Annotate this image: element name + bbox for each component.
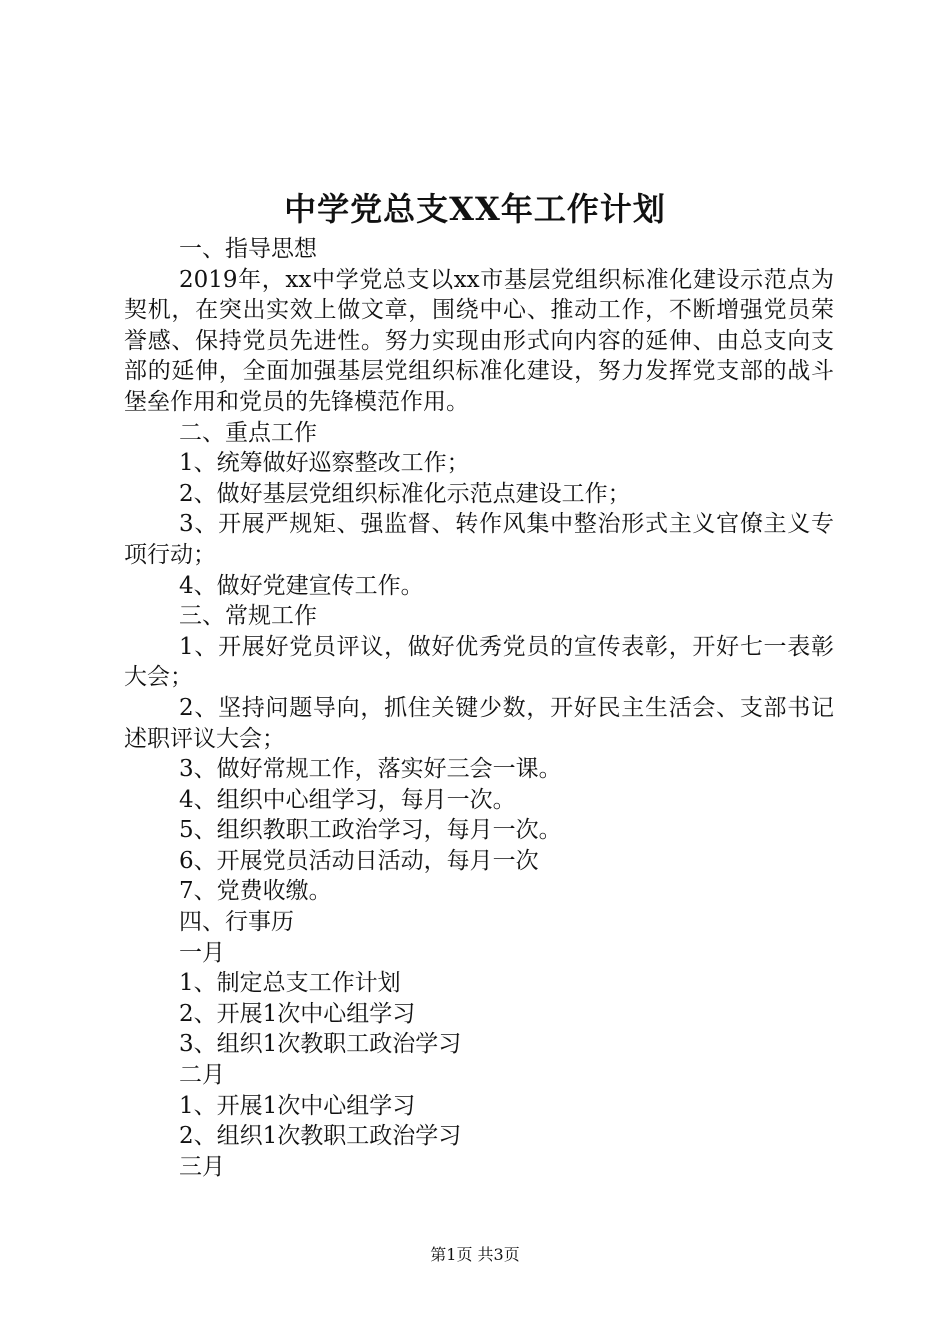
list-item: 3、开展严规矩、强监督、转作风集中整治形式主义官僚主义专项行动； [124,511,834,568]
list-item: 5、组织教职工政治学习，每月一次。 [179,817,562,844]
list-item: 2、开展1次中心组学习 [179,1000,416,1027]
section-heading: 三、常规工作 [179,603,317,630]
body-paragraph: 2019年，xx中学党总支以xx市基层党组织标准化建设示范点为契机，在突出实效上做文章，围绕中心、推动工作，不断增强党员荣誉感、保持党员先进性。努力实现由形式向内容的延伸、由总支向支部的延伸，全面加强基层党组织标准化建设，努力发挥党支部的战斗堡垒作用和党员的先锋模范作用。 [124,266,834,415]
list-item: 3、组织1次教职工政治学习 [179,1031,462,1058]
list-item: 2、做好基层党组织标准化示范点建设工作； [179,480,631,507]
document-body [124,234,834,1182]
list-item: 4、做好党建宣传工作。 [179,572,424,599]
list-item: 2、组织1次教职工政治学习 [179,1123,462,1150]
document-title: 中学党总支XX年工作计划 [284,190,666,228]
list-item: 6、开展党员活动日活动，每月一次 [179,847,539,874]
list-item: 4、组织中心组学习，每月一次。 [179,786,516,813]
section-heading: 一、指导思想 [179,236,317,262]
list-item: 1、开展1次中心组学习 [179,1092,416,1119]
list-item: 1、制定总支工作计划 [179,970,401,997]
list-item: 1、统筹做好巡察整改工作； [179,450,470,477]
section-heading: 四、行事历 [179,909,294,936]
list-item: 2、坚持问题导向，抓住关键少数，开好民主生活会、支部书记述职评议大会； [124,694,834,752]
list-item: 1、开展好党员评议，做好优秀党员的宣传表彰，开好七一表彰大会； [124,633,834,691]
month-heading: 一月 [179,939,225,966]
page-indicator: 第1页 共3页 [430,1245,520,1264]
month-heading: 三月 [179,1153,225,1180]
list-item: 3、做好常规工作，落实好三会一课。 [179,756,562,783]
list-item: 7、党费收缴。 [179,878,332,905]
section-heading: 二、重点工作 [179,419,317,446]
month-heading: 二月 [179,1062,225,1089]
